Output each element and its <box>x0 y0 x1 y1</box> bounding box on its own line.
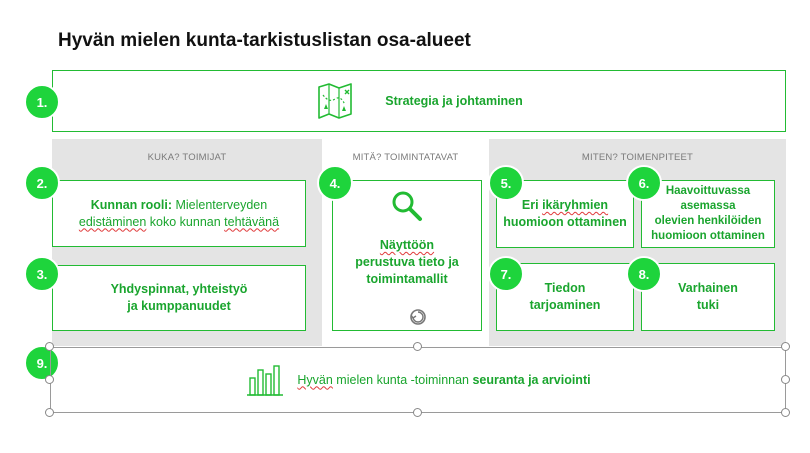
badge-4: 4. <box>317 165 353 201</box>
badge-5: 5. <box>488 165 524 201</box>
evidence-line1: Näyttöön <box>379 238 435 252</box>
monitoring-t2: mielen kunta -toiminnan <box>332 372 473 387</box>
page-title: Hyvän mielen kunta-tarkistuslistan osa-alueet <box>58 30 471 51</box>
map-icon <box>315 81 359 121</box>
interfaces-line1: Yhdyspinnat, yhteistyö <box>110 282 248 297</box>
municipality-role-text <box>79 197 279 231</box>
box-interfaces[interactable] <box>52 265 306 331</box>
resize-handle-mr[interactable] <box>781 375 790 384</box>
box-municipality-role[interactable] <box>52 180 306 247</box>
column-header-who: KUKA? TOIMIJAT <box>147 152 227 163</box>
monitoring-t1: Hyvän <box>297 372 333 387</box>
early-support-l2: tuki <box>696 298 720 312</box>
rotate-handle-icon[interactable] <box>408 307 428 327</box>
municipality-role-t2: edistäminen <box>78 214 147 229</box>
age-groups-l2: huomioon ottaminen <box>503 215 627 229</box>
resize-handle-tl[interactable] <box>45 342 54 351</box>
selection-frame <box>50 347 786 413</box>
badge-8: 8. <box>626 256 662 292</box>
badge-9: 9. <box>24 345 60 381</box>
information-l1: Tiedon <box>544 281 586 296</box>
box-strategy[interactable] <box>52 70 786 132</box>
magnifier-icon <box>390 189 424 223</box>
badge-6: 6. <box>626 165 662 201</box>
column-header-how: MITEN? TOIMENPITEET <box>581 152 694 163</box>
vulnerable-l4: huomioon ottaminen <box>651 229 765 242</box>
strategy-label: Strategia ja johtaminen <box>385 93 523 108</box>
vulnerable-l2: asemassa <box>680 200 736 213</box>
municipality-role-t4: tehtävänä <box>224 214 280 229</box>
municipality-role-bold: Kunnan rooli: <box>90 197 173 212</box>
municipality-role-t1: Mielenterveyden <box>172 197 268 212</box>
badge-1: 1. <box>24 84 60 120</box>
age-groups-l1a: Eri <box>521 198 543 213</box>
evidence-line3: toimintamallit <box>366 271 448 286</box>
badge-3: 3. <box>24 256 60 292</box>
resize-handle-tr[interactable] <box>781 342 790 351</box>
age-groups-l1b: ikäryhmien <box>542 198 609 213</box>
monitoring-t3: seuranta ja arviointi <box>472 372 591 387</box>
information-l2: tarjoaminen <box>529 298 601 312</box>
badge-7: 7. <box>488 256 524 292</box>
vulnerable-l1: Haavoittuvassa <box>665 185 751 198</box>
box-evidence[interactable] <box>332 180 482 331</box>
vulnerable-l3: olevien henkilöiden <box>654 215 762 227</box>
municipality-role-t3: koko kunnan <box>146 214 225 229</box>
resize-handle-bl[interactable] <box>45 408 54 417</box>
interfaces-line2: ja kumppanuudet <box>127 299 231 313</box>
resize-handle-ml[interactable] <box>45 375 54 384</box>
resize-handle-tc[interactable] <box>413 342 422 351</box>
early-support-l1: Varhainen <box>678 281 738 296</box>
evidence-line2: perustuva tieto ja <box>355 254 459 269</box>
resize-handle-bc[interactable] <box>413 408 422 417</box>
resize-handle-br[interactable] <box>781 408 790 417</box>
badge-2: 2. <box>24 165 60 201</box>
box-vulnerable[interactable] <box>641 180 775 248</box>
column-header-what: MITÄ? TOIMINTATAVAT <box>352 152 459 163</box>
